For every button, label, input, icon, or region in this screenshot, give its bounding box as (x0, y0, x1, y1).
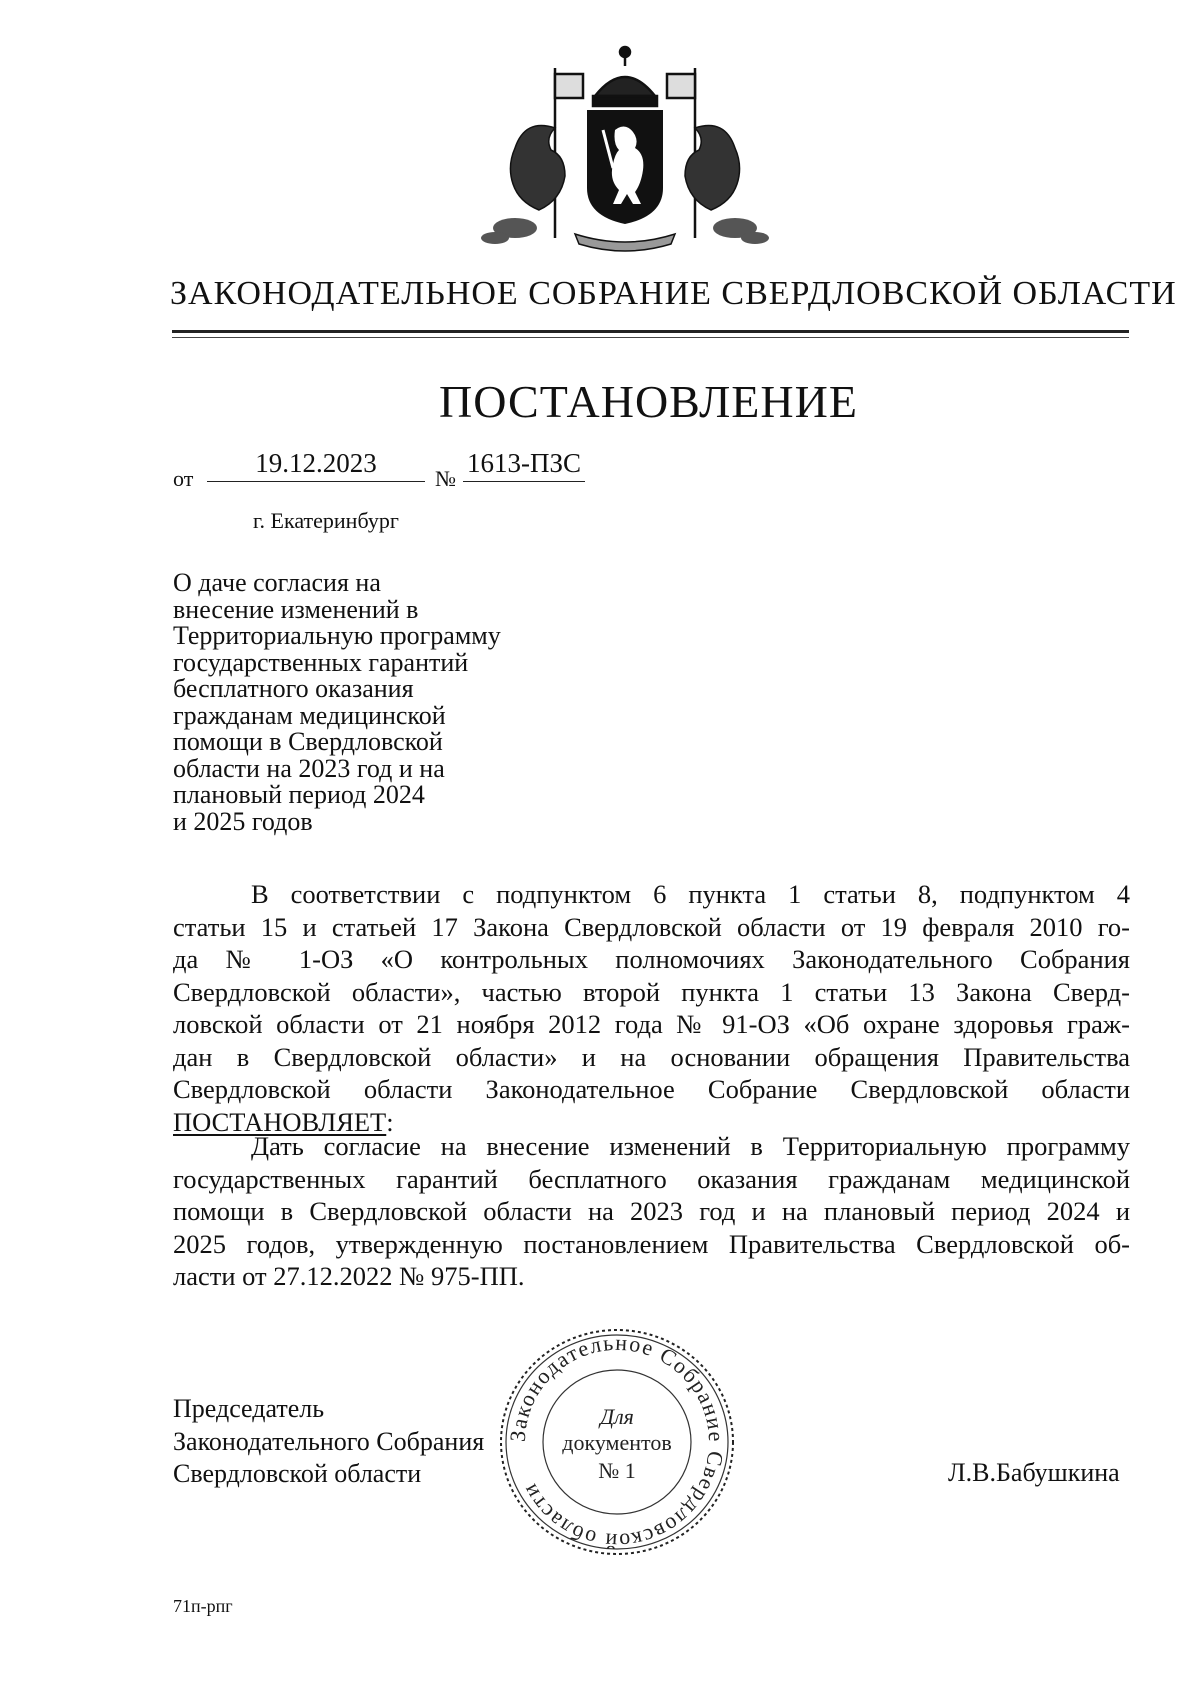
coat-of-arms-emblem (475, 38, 775, 258)
document-number: 1613-ПЗС (463, 448, 585, 482)
document-type-title: ПОСТАНОВЛЕНИЕ (439, 376, 858, 427)
subject-line: Территориальную программу (173, 621, 501, 650)
date-prefix: от (173, 466, 194, 491)
paragraph-line: государственных гарантий бесплатного оказания гражданам медицинской (173, 1163, 1130, 1194)
stamp-center-line: документов (562, 1430, 672, 1455)
resolves-word: ПОСТАНОВЛЯЕТ (173, 1106, 387, 1137)
subject-line: гражданам медицинской (173, 700, 446, 730)
subject-line: плановый период 2024 (173, 780, 425, 809)
position-line: Председатель (173, 1394, 325, 1423)
paragraph-line: Свердловской области Законодательное Собрание Свердловской области (173, 1074, 1130, 1104)
header-rule-thick (172, 330, 1129, 333)
stamp-ring-text: Законодательное Собрание Свердловской области (504, 1329, 730, 1555)
stamp-center-line: Для (600, 1404, 634, 1429)
paragraph-line: ловской области от 21 ноября 2012 года № 91-ОЗ «Об охране здоровья граж- (173, 1009, 1130, 1039)
paragraph-line: ласти от 27.12.2022 № 975-ПП. (173, 1261, 525, 1291)
subject-line: области на 2023 год и на (173, 753, 445, 783)
city-name: г. Екатеринбург (253, 508, 399, 533)
document-date: 19.12.2023 (207, 448, 425, 482)
organization-name: ЗАКОНОДАТЕЛЬНОЕ СОБРАНИЕ СВЕРДЛОВСКОЙ ОБЛАСТИ (170, 275, 1177, 312)
subject-line: внесение изменений в (173, 594, 419, 624)
signatory-position (173, 1393, 484, 1491)
paragraph-line: Свердловской области», частью второй пункта 1 статьи 13 Закона Сверд- (173, 976, 1130, 1007)
position-line: Законодательного Собрания (173, 1426, 485, 1456)
header-rule-thin (172, 337, 1129, 338)
subject-line: помощи в Свердловской (173, 727, 443, 756)
preamble-paragraph (173, 878, 1130, 1138)
document-subject (173, 570, 593, 835)
footer-code: 71п-рпг (173, 1596, 233, 1616)
document-requisites (173, 448, 773, 498)
paragraph-line: 2025 годов, утвержденную постановлением Правительства Свердловской об- (173, 1228, 1130, 1259)
subject-line: бесплатного оказания (173, 674, 414, 703)
paragraph-line: да № 1-ОЗ «О контрольных полномочиях Законодательного Собрания (173, 944, 1130, 974)
subject-line: О даче согласия на (173, 568, 381, 597)
subject-line: государственных гарантий (173, 647, 469, 677)
position-line: Свердловской области (173, 1459, 422, 1488)
paragraph-line: дан в Свердловской области» и на основании обращения Правительства (173, 1041, 1130, 1072)
number-sign: № (435, 466, 456, 491)
subject-line: и 2025 годов (173, 806, 313, 836)
paragraph-line: Дать согласие на внесение изменений в Территориальную программу (251, 1131, 1130, 1161)
signatory-name: Л.В.Бабушкина (948, 1458, 1120, 1487)
resolution-paragraph (173, 1130, 1130, 1293)
resolves-colon: : (386, 1106, 394, 1137)
paragraph-line: помощи в Свердловской области на 2023 год и на плановый период 2024 и (173, 1196, 1130, 1226)
official-stamp (497, 1326, 737, 1558)
paragraph-line: В соответствии с подпунктом 6 пункта 1 статьи 8, подпунктом 4 (251, 879, 1130, 909)
stamp-center-line: № 1 (598, 1458, 636, 1483)
paragraph-line: статьи 15 и статьей 17 Закона Свердловской области от 19 февраля 2010 го- (173, 911, 1130, 942)
